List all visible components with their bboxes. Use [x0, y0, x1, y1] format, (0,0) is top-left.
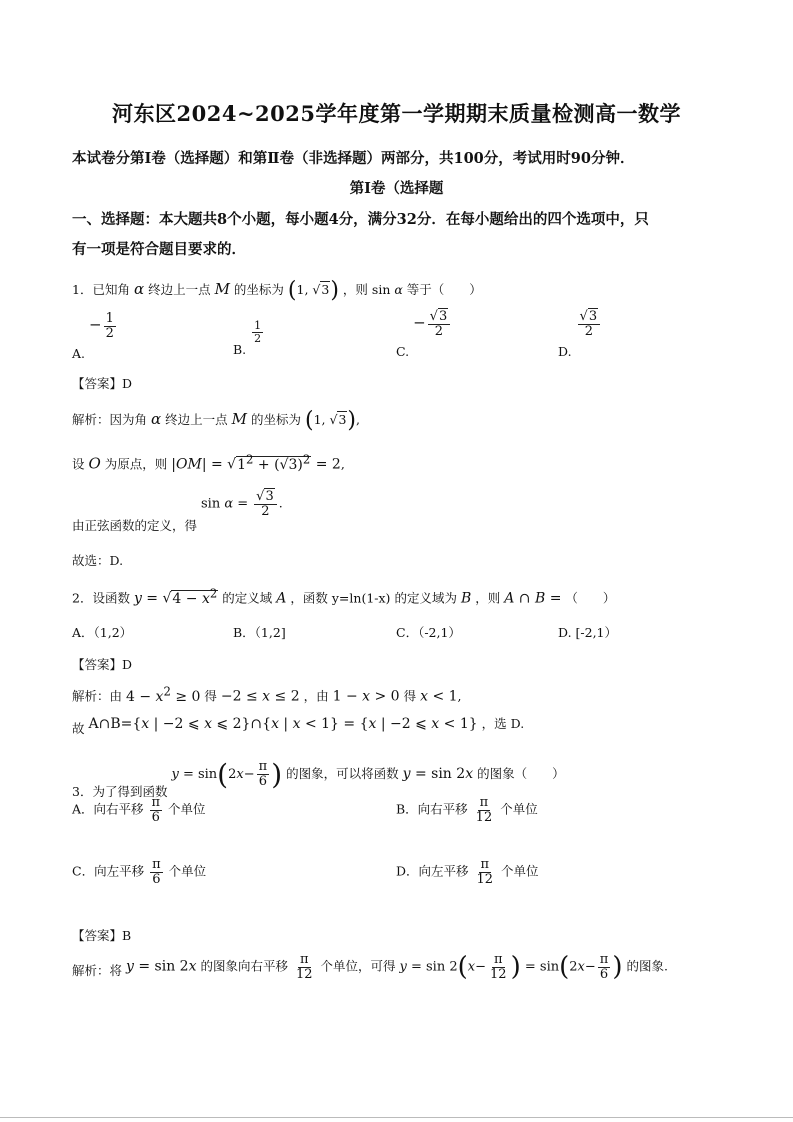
section1-instructions-line1: 一、选择题：本大题共8个小题，每小题4分，满分32分．在每小题给出的四个选项中，只	[72, 211, 649, 228]
exam-intro: 本试卷分第Ⅰ卷（选择题）和第Ⅱ卷（非选择题）两部分，共100分，考试用时90分钟．	[72, 150, 635, 167]
page-title: 河东区2024~2025学年度第一学期期末质量检测高一数学	[112, 101, 681, 126]
q2-explanation-line1: 解析：由 $4 - x^2 \ge 0$ 得 −2 ≤ x ≤ 2 ，由 1 − x > 0 得 x < 1,	[72, 684, 462, 705]
q1-option-b: B. $\frac{1}{2}$	[233, 319, 262, 357]
part1-heading: 第Ⅰ卷（选择题	[349, 180, 444, 197]
q2-option-d: D. [-2,1）	[558, 625, 618, 640]
q2-option-c: C．（-2,1）	[396, 625, 461, 640]
q1-option-a: A. − $\frac{1}{2}$	[72, 311, 114, 361]
q1-explanation-line1: 解析：因为角 α 终边上一点 M 的坐标为 (1, √3),	[72, 408, 360, 433]
q3-option-a: A．向右平移 $\frac{\pi}{6}$ 个单位	[72, 795, 206, 825]
page-bottom-rule	[0, 1117, 793, 1118]
question-2: 2．设函数 $y = √4 - x^2$ 的定义域 A ，函数 y=ln(1-x) 的定义域为 B ，则 A ∩ B = （ ）	[72, 586, 616, 607]
q2-option-a: A．（1,2）	[72, 625, 133, 640]
q2-option-b: B．（1,2]	[233, 625, 286, 640]
q1-option-c: C. − $\frac{√3}{2}$	[396, 310, 452, 338]
q2-function-2: y=ln(1-x)	[331, 590, 391, 606]
q1-explanation-line3: 由正弦函数的定义，得 sin α = $\frac{√3}{2}$ .	[72, 489, 283, 533]
q1-option-d: D. $\frac{√3}{2}$	[558, 310, 602, 338]
q3-explanation: 解析：将 y = sin 2x 的图象向右平移 $\frac{\pi}{12}$ 个单位，可得 y = sin 2(x− $\frac{\pi}{12}$ ) = sin(2x− $\frac{\pi}{6}$ ) 的图象.	[72, 951, 668, 982]
q1-text-prefix: 1．已知角	[72, 282, 130, 297]
section1-instructions-line2: 有一项是符合题目要求的．	[72, 241, 246, 258]
q1-text-suffix: 等于（ ）	[406, 282, 482, 297]
q1-explanation-line2: 设 O 为原点，则 $|OM| = √1^2 + (√3)^2 = 2$,	[72, 452, 345, 473]
q3-option-c: C．向左平移 $\frac{\pi}{6}$ 个单位	[72, 857, 207, 887]
q1-text-mid2: 的坐标为	[233, 282, 284, 297]
question-3: 3．为了得到函数 y = sin(2x− $\frac{\pi}{6}$ ) 的图象，可以将函数 y = sin 2x 的图象（ ）	[72, 758, 565, 799]
q2-explanation-line2: 故 A∩B={x | −2 ⩽ x ⩽ 2}∩{x | x < 1} = {x | −2 ⩽ x < 1} ，选 D.	[72, 716, 525, 736]
q1-conclusion: 故选：D.	[72, 553, 124, 568]
q2-answer: 【答案】D	[72, 657, 133, 672]
q3-option-d: D．向左平移 $\frac{\pi}{12}$ 个单位	[396, 857, 539, 887]
question-1: 1．已知角 α 终边上一点 M 的坐标为 (1, √3) ，则 sin α 等于（ ）	[72, 278, 482, 303]
q1-answer: 【答案】D	[72, 376, 133, 391]
q1-text-mid3: ，则	[342, 282, 368, 297]
q3-answer: 【答案】B	[72, 928, 132, 943]
q3-option-b: B．向右平移 $\frac{\pi}{12}$ 个单位	[396, 795, 538, 825]
q1-text-mid1: 终边上一点	[148, 282, 211, 297]
